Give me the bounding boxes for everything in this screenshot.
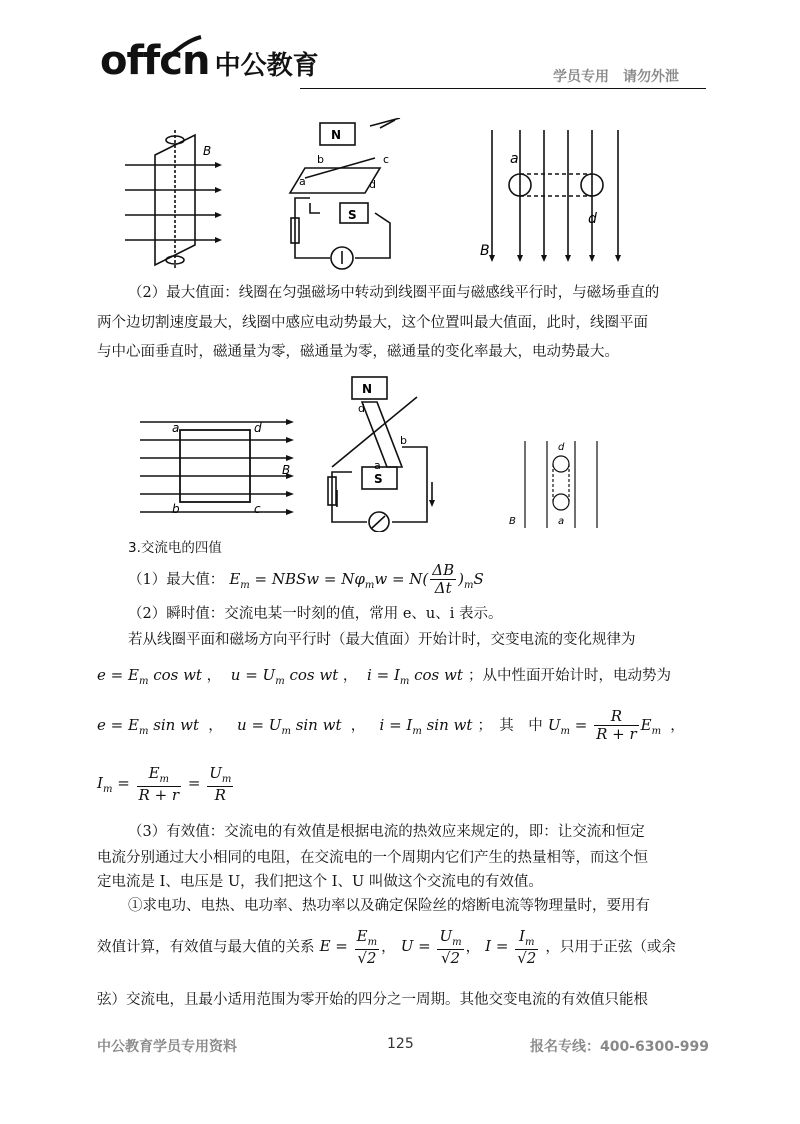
figure-coil-parallel [140, 412, 300, 527]
effective-line1: （3）有效值：交流电的有效值是根据电流的热效应来规定的，即：让交流和恒定 [128, 824, 645, 840]
effective-line6: 弦）交流电，且最小适用范围为零开始的四分之一周期。其他交变电流的有效值只能根 [97, 992, 648, 1008]
header-notice: 学员专用 请勿外泄 [553, 69, 679, 85]
figure-coil-rotation-top [480, 125, 630, 265]
label-a2: a [374, 459, 381, 472]
label-b-rot: B [509, 516, 516, 527]
label-b3: b [400, 434, 407, 447]
label-d-rot: d [558, 442, 565, 453]
instant-line1: （2）瞬时值：交流电某一时刻的值，常用 e、u、i 表示。 [128, 606, 503, 622]
effective-relation-row: 效值计算，有效值与最大值的关系 E = $\frac{E_m}{√2}$ ， U = $\frac{U_m}{√2}$ ， I = $\frac{I_m}{√2}$ ，只用于正弦（或余 [97, 927, 676, 967]
neutral-text: ；从中性面开始计时，电动势为 [468, 668, 671, 684]
footer-left: 中公教育学员专用资料 [97, 1039, 237, 1055]
label-n: N [331, 128, 342, 142]
im-formula-row: $I_m$ = $\frac{E_m}{R + r}$ = $\frac{U_m}{R}$ [97, 764, 232, 804]
label-c-mid: c [254, 502, 261, 516]
effective-line5b: ，只用于正弦（或余 [545, 939, 676, 956]
label-b: B [203, 144, 212, 158]
section3-title: 3.交流电的四值 [128, 540, 222, 556]
effective-line3: 定电流是 I、电压是 U，我们把这个 I、U 叫做这个交流电的有效值。 [97, 874, 543, 890]
figure-coil-in-field [120, 125, 230, 270]
label-a-mid: a [172, 421, 180, 435]
effective-line2: 电流分别通过大小相同的电阻，在交流电的一个周期内它们产生的热量相等，而这个恒 [97, 850, 648, 866]
instant-line2: 若从线圈平面和磁场方向平行时（最大值面）开始计时，交变电流的变化规律为 [128, 632, 636, 648]
effective-line4: ①求电功、电热、电功率、热功率以及确定保险丝的熔断电流等物理量时，要用有 [128, 898, 650, 914]
label-b-top: B [480, 243, 490, 259]
effective-line5a: 效值计算，有效值与最大值的关系 [97, 939, 315, 956]
where-text: ； 其 中 [477, 717, 543, 734]
label-b2: b [317, 153, 324, 166]
label-a-top: a [510, 151, 519, 167]
label-d: d [369, 178, 376, 191]
label-a-rot: a [558, 516, 565, 527]
page-number: 125 [387, 1036, 414, 1052]
label-a: a [299, 175, 306, 188]
label-n2: N [362, 382, 373, 396]
header-rule [300, 88, 706, 89]
max-formula: $E_m$ = NBSw = $N\varphi_mw = N$( $\frac{\Delta B}{\Delta t}$ )$_mS$ [229, 561, 484, 598]
label-s: S [348, 208, 357, 222]
figure-generator-1 [285, 118, 410, 273]
max-value-line1: （2）最大值面：线圈在匀强磁场中转动到线圈平面与磁感线平行时，与磁场垂直的 [128, 285, 660, 301]
cos-formulas-row: $e = E_m$ cos wt ， $u = U_m$ cos wt ， $i = I_m$ cos wt ；从中性面开始计时，电动势为 [97, 666, 671, 687]
sin-formulas-row: $e = E_m$ sin wt ， $u = U_m$ sin wt ， $i = I_m$ sin wt ； 其 中 $U_m$ = $\frac{R}{R + r}$ $E_m$ ， [97, 707, 685, 744]
logo [100, 38, 319, 84]
logo-cn-text: 中公教育 [214, 51, 319, 81]
label-d-mid: d [254, 421, 262, 435]
figure-coil-rotation-mid [505, 436, 605, 531]
figure-generator-2 [322, 372, 442, 532]
max-label: （1）最大值： [128, 571, 225, 588]
label-c: c [383, 153, 390, 166]
footer-hotline: 报名专线：400-6300-999 [530, 1039, 710, 1055]
max-formula-row [128, 562, 484, 598]
label-d-top: d [588, 211, 597, 227]
label-b-mid: b [172, 502, 180, 516]
label-d2: d [358, 402, 365, 415]
label-bfield-mid: B [282, 463, 291, 477]
logo-latin-text: offcn [100, 38, 210, 84]
max-value-line3: 与中心面垂直时，磁通量为零，磁通量为零，磁通量的变化率最大，电动势最大。 [97, 344, 619, 360]
label-s2: S [374, 472, 383, 486]
max-value-line2: 两个边切割速度最大，线圈中感应电动势最大，这个位置叫最大值面，此时，线圈平面 [97, 315, 648, 331]
logo-swoosh-icon [165, 35, 205, 63]
